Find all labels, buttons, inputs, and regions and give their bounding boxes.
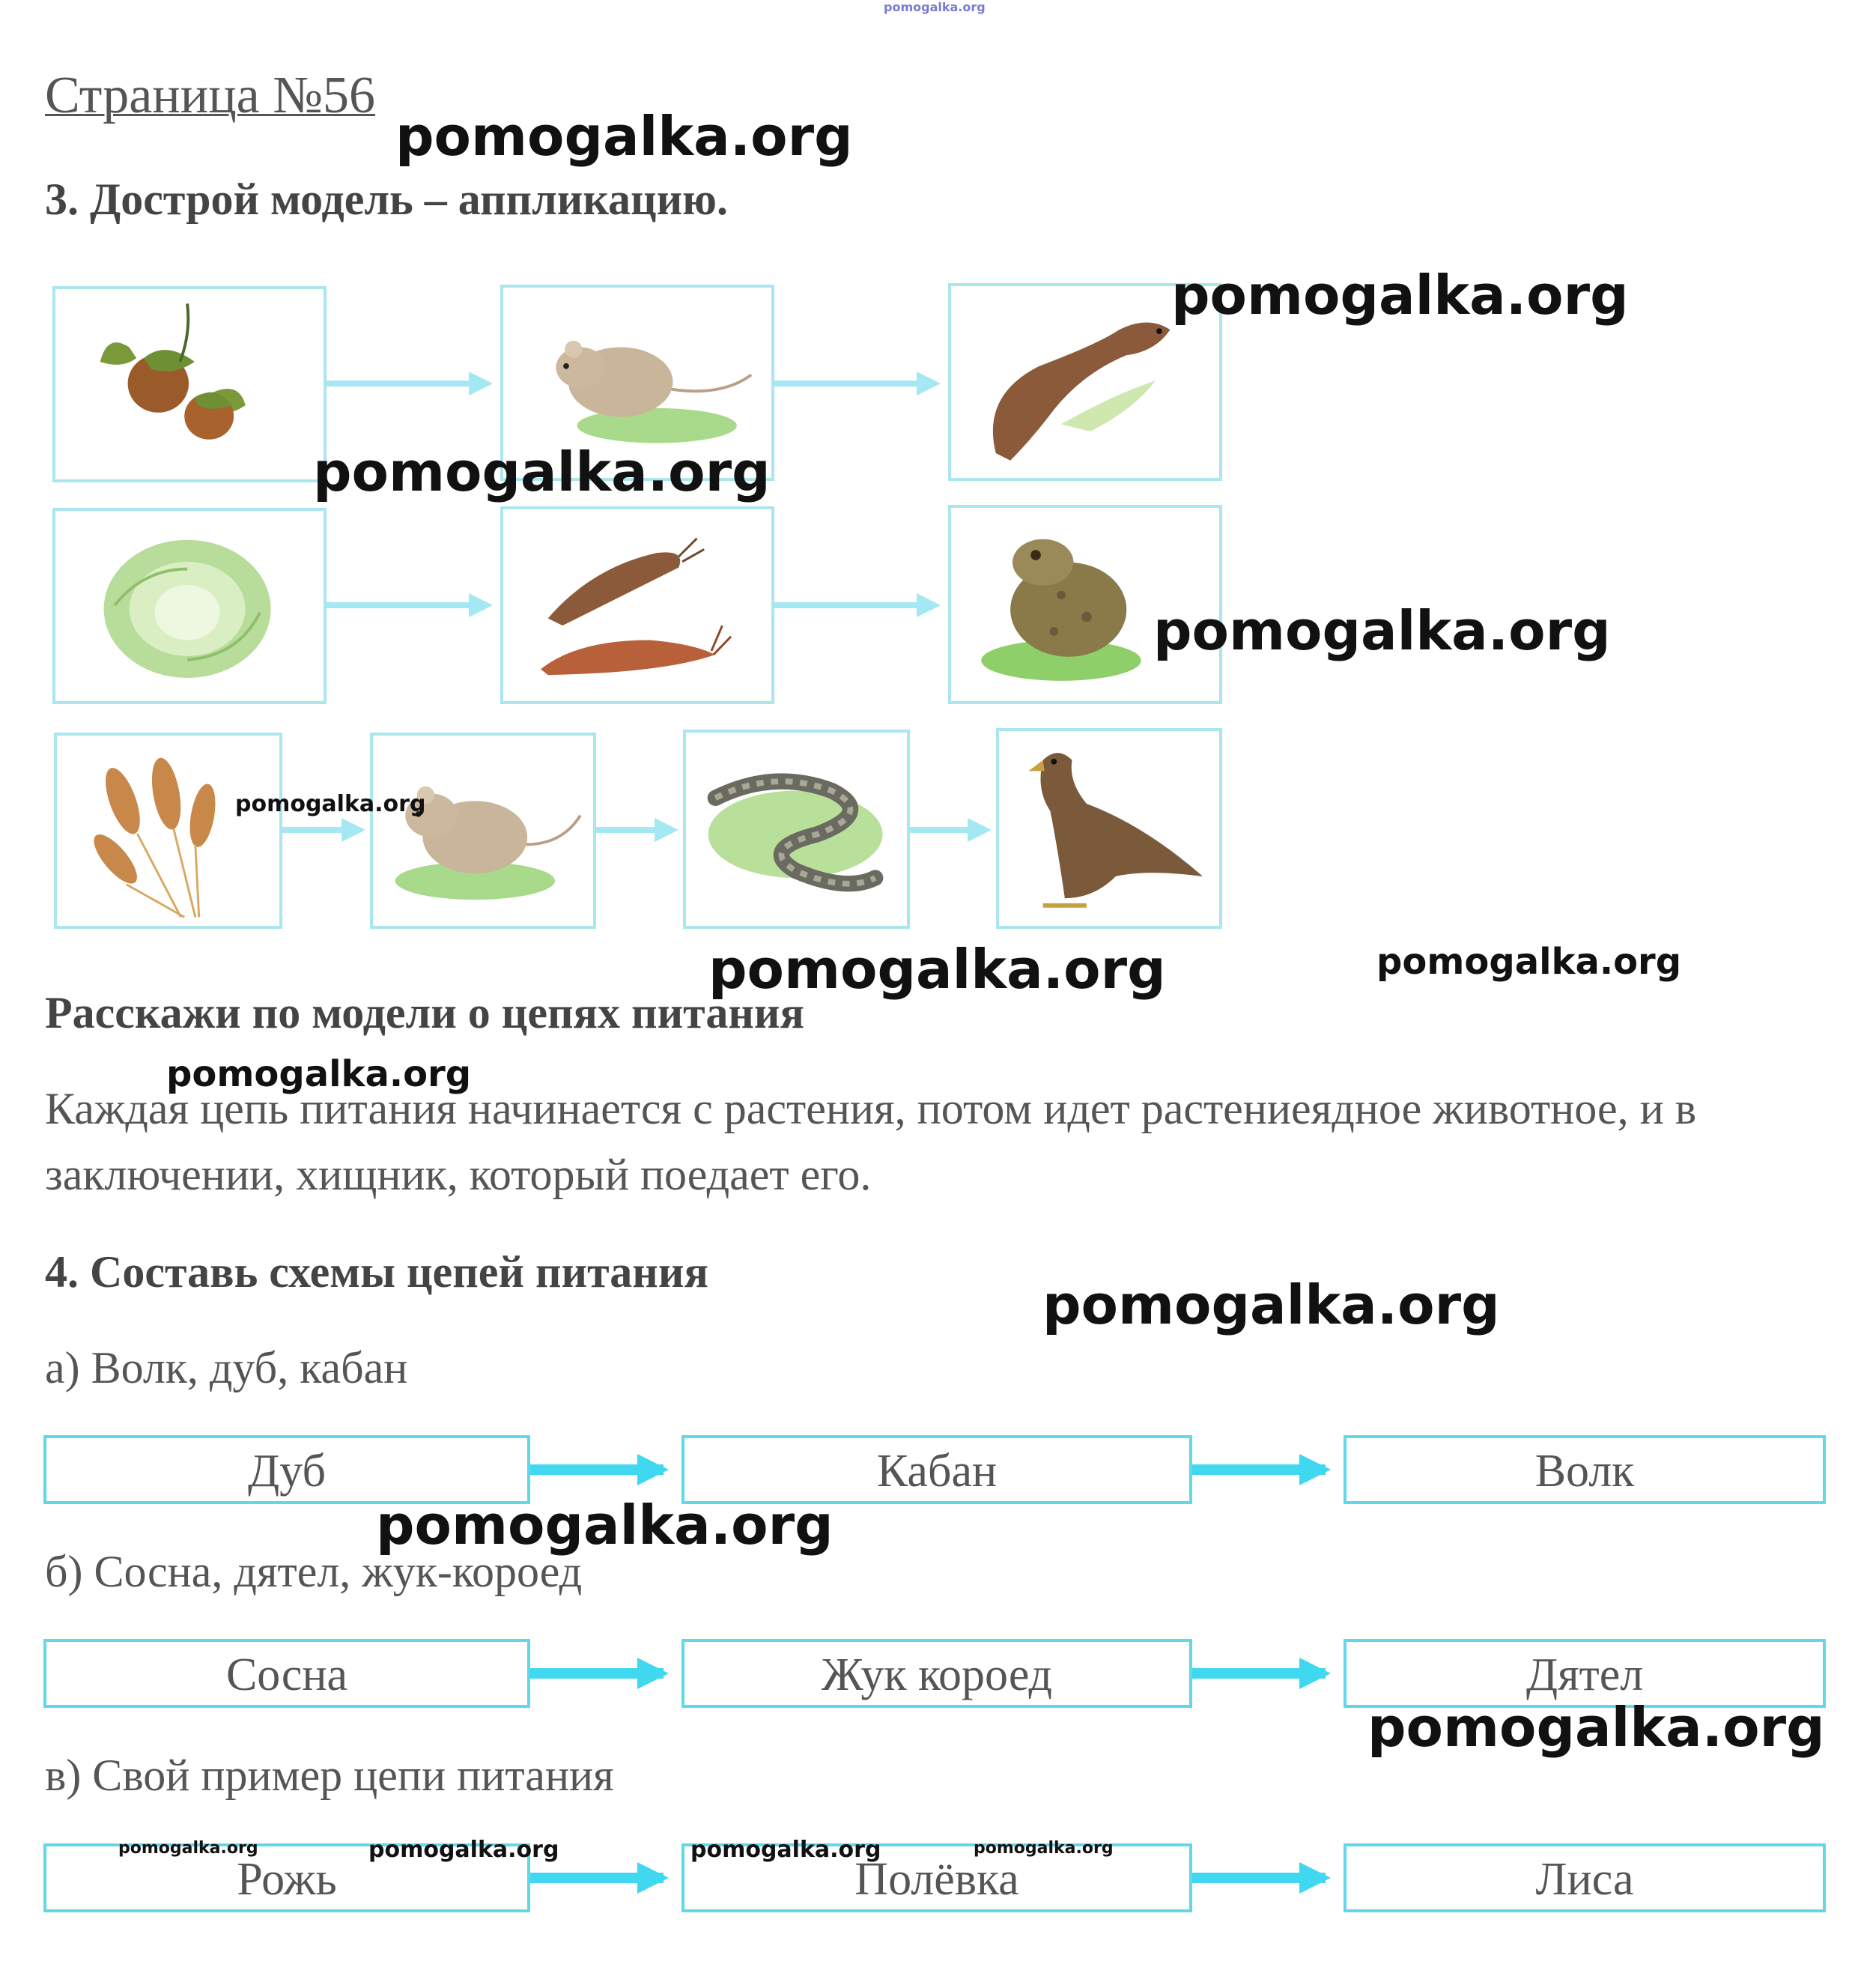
watermark: pomogalka.org [708, 938, 1166, 1001]
watermark: pomogalka.org [376, 1494, 834, 1557]
answer-a-box-3[interactable]: Волк [1344, 1435, 1826, 1504]
slugs-picture [500, 506, 774, 704]
task4-c-label: в) Свой пример цепи питания [45, 1751, 614, 1800]
answer-c-box-2[interactable]: Полёвка [681, 1843, 1192, 1912]
watermark: pomogalka.org [1042, 1273, 1500, 1336]
answer-a-box-1[interactable]: Дуб [43, 1435, 530, 1504]
page-title: Страница №56 [45, 67, 376, 124]
answer-b-box-2[interactable]: Жук короед [681, 1639, 1192, 1708]
watermark: pomogalka.org [313, 440, 771, 503]
watermark: pomogalka.org [368, 1837, 559, 1863]
task3-heading: 3. Дострой модель – аппликацию. [45, 175, 729, 224]
watermark: pomogalka.org [884, 0, 986, 14]
task4-a-label: а) Волк, дуб, кабан [45, 1343, 408, 1392]
watermark: pomogalka.org [1367, 1696, 1825, 1759]
watermark: pomogalka.org [166, 1053, 472, 1095]
answer-b-box-1[interactable]: Сосна [43, 1639, 530, 1708]
snake-picture [683, 730, 910, 929]
answer-a-box-2[interactable]: Кабан [681, 1435, 1192, 1504]
watermark: pomogalka.org [118, 1839, 258, 1858]
answer-c-box-3[interactable]: Лиса [1344, 1843, 1826, 1912]
hazelnut-picture [52, 286, 327, 482]
cabbage-picture [52, 508, 327, 704]
answer-b-box-3[interactable]: Дятел [1344, 1639, 1826, 1708]
watermark: pomogalka.org [235, 791, 426, 817]
story-text: Каждая цепь питания начинается с растения, потом идет растениеядное животное, и в заключении, хищник, который поедает его. [45, 1084, 1697, 1199]
watermark: pomogalka.org [1153, 599, 1611, 662]
mouse-picture [370, 733, 596, 929]
eagle-picture [996, 728, 1222, 929]
watermark: pomogalka.org [690, 1837, 881, 1863]
answer-c-box-1[interactable]: Рожь [43, 1843, 530, 1912]
watermark: pomogalka.org [974, 1839, 1114, 1858]
story-heading: Расскажи по модели о цепях питания [45, 988, 804, 1037]
watermark: pomogalka.org [1376, 941, 1682, 983]
task4-b-label: б) Сосна, дятел, жук-короед [45, 1547, 583, 1596]
wheat-picture [54, 733, 282, 929]
task4-heading: 4. Составь схемы цепей питания [45, 1247, 708, 1297]
watermark: pomogalka.org [1171, 264, 1629, 327]
watermark: pomogalka.org [395, 105, 853, 168]
